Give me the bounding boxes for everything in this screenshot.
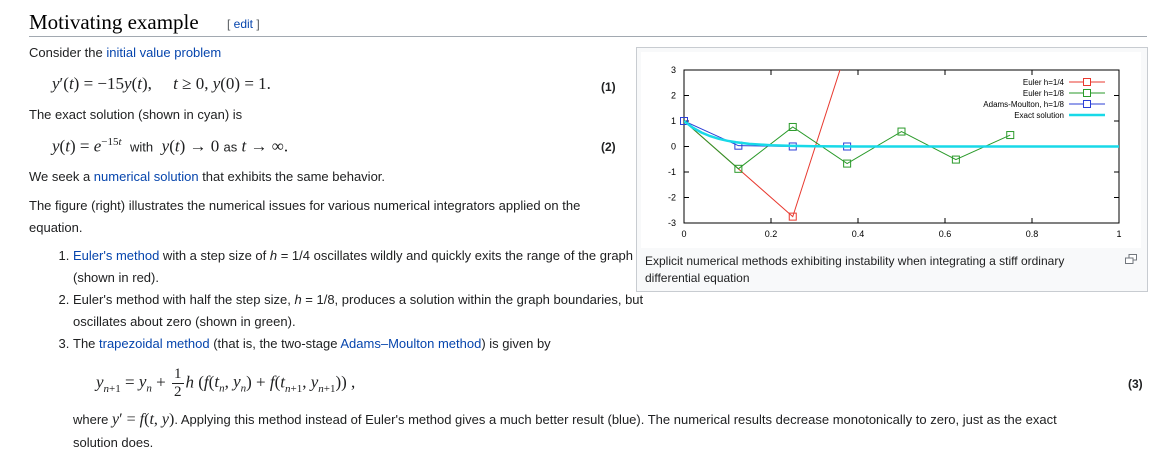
- y-tick-label: -2: [667, 192, 676, 203]
- eulers-method-link[interactable]: Euler's method: [73, 248, 160, 263]
- where-paragraph-end: solution does.: [73, 435, 154, 450]
- x-tick-label: 1: [1116, 229, 1122, 239]
- equation-3: $y_{n+1} = y_n$ + $\frac{1}{2}$ h ($f(t_n$, $y_n) + f(t_{n+1}$, $y_{n+1}$)) ,: [96, 366, 356, 400]
- y-tick-label: 0: [670, 141, 676, 152]
- x-tick-label: 0.8: [1025, 229, 1039, 239]
- exact-solution-intro: The exact solution (shown in cyan) is: [29, 107, 243, 122]
- method-list: [29, 245, 653, 355]
- magnify-icon[interactable]: [1125, 254, 1137, 264]
- trapezoidal-method-link[interactable]: trapezoidal method: [99, 336, 210, 351]
- initial-value-problem-link[interactable]: initial value problem: [106, 45, 222, 60]
- legend-label: Euler h=1/4: [1022, 78, 1064, 87]
- figure-image[interactable]: [641, 52, 1141, 248]
- edit-link[interactable]: edit: [233, 17, 254, 31]
- seek-paragraph: We seek a numerical solution that exhibits the same behavior.: [29, 169, 386, 184]
- series-line-1: [684, 121, 1010, 169]
- figure-thumbnail: [636, 47, 1148, 292]
- intro-paragraph: Consider the initial value problem: [29, 45, 222, 60]
- y-tick-label: 3: [670, 65, 676, 75]
- edit-section: [ edit ]: [227, 17, 260, 31]
- y-tick-label: -3: [667, 218, 676, 228]
- equation-3-number: (3): [1128, 377, 1143, 391]
- legend-label: Exact solution: [1014, 111, 1064, 120]
- legend-marker: [1084, 90, 1091, 97]
- series-line-3: [684, 121, 1119, 147]
- equation-1: y′(t) = −15y(t), t ≥ 0, y(0) = 1.: [52, 74, 271, 93]
- x-tick-label: 0.6: [938, 229, 952, 239]
- figure-paragraph: The figure (right) illustrates the numerical issues for various numerical integrators applied on the equation.: [29, 198, 581, 235]
- legend-marker: [1084, 79, 1091, 86]
- legend-label: Euler h=1/8: [1022, 89, 1064, 98]
- x-tick-label: 0.4: [851, 229, 865, 239]
- equation-1-number: (1): [601, 80, 616, 94]
- series-line-0: [684, 52, 902, 217]
- adams-moulton-link[interactable]: Adams–Moulton method: [340, 336, 482, 351]
- numerical-solution-link[interactable]: numerical solution: [93, 169, 199, 184]
- stiff-equation-chart: [641, 52, 1141, 248]
- where-paragraph: where y′ = f(t, y). Applying this method instead of Euler's method gives a much better result (blue). The numerical results decrease monotonically to zero, just as the exact: [73, 411, 1057, 428]
- x-tick-label: 0.2: [764, 229, 778, 239]
- legend-marker: [1084, 101, 1091, 108]
- x-tick-label: 0: [681, 229, 687, 239]
- y-tick-label: 2: [670, 90, 676, 101]
- section-title: Motivating example: [29, 10, 199, 34]
- section-heading: [29, 8, 1147, 37]
- y-tick-label: 1: [670, 116, 676, 126]
- equation-2-number: (2): [601, 140, 616, 154]
- equation-2: $y(t) = e^{-15t}$ with y(t) → 0 as t → ∞.: [52, 136, 289, 156]
- list-item: 3. The trapezoidal method (that is, the two-stage Adams–Moulton method) is given by: [73, 333, 653, 355]
- list-item: 1. Euler's method with a step size of h = 1/4 oscillates wildly and quickly exits the range of the graph (shown in red).: [73, 245, 653, 289]
- y-tick-label: -1: [667, 167, 676, 177]
- list-item: 2. Euler's method with half the step size, h = 1/8, produces a solution within the graph boundaries, but oscillates about zero (shown in green).: [73, 289, 653, 333]
- legend-label: Adams-Moulton, h=1/8: [983, 100, 1064, 109]
- figure-caption: Explicit numerical methods exhibiting instability when integrating a stiff ordinary differential equation: [645, 254, 1065, 285]
